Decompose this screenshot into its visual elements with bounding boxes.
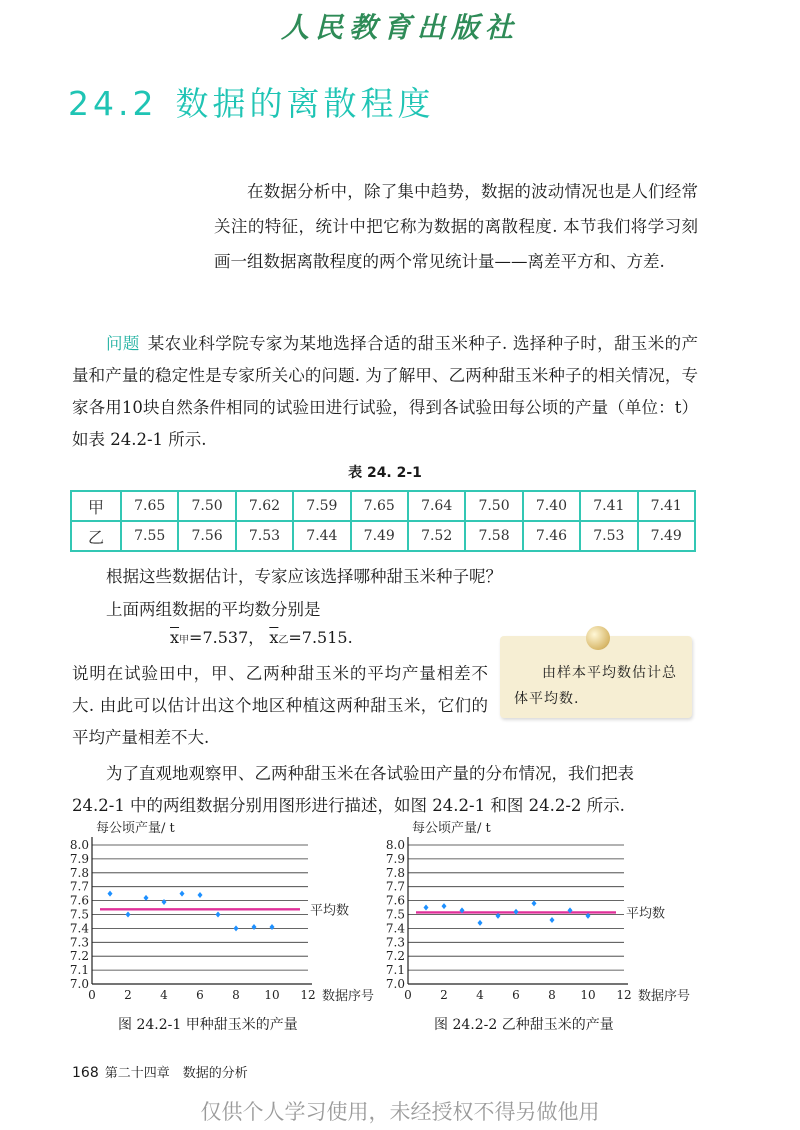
page-footer	[72, 1062, 248, 1081]
y-tick-label: 7.2	[385, 949, 405, 964]
x-tick-label: 4	[160, 988, 168, 1002]
data-point	[550, 917, 555, 923]
mean-jia-value: =7.537，	[189, 628, 265, 647]
x-tick-label: 0	[88, 988, 96, 1002]
conclusion-paragraph: 说明在试验田中，甲、乙两种甜玉米的平均产量相差不大. 由此可以估计出这个地区种植这两种甜玉米，它们的平均产量相差不大.	[72, 664, 488, 747]
chart-jia	[62, 818, 382, 1010]
section-number: 24.2	[68, 84, 158, 123]
y-tick-label: 8.0	[69, 838, 89, 852]
table-cell: 7.40	[523, 491, 580, 521]
sub-jia: 甲	[179, 635, 190, 646]
data-point	[108, 891, 113, 897]
y-tick-label: 7.5	[69, 907, 89, 922]
page-number: 168	[72, 1065, 99, 1081]
table-cell: 7.50	[465, 491, 522, 521]
figures-intro-paragraph	[72, 758, 698, 822]
table-cell: 7.44	[293, 521, 350, 551]
table-cell: 7.65	[351, 491, 408, 521]
x-tick-label: 10	[580, 988, 596, 1002]
table-cell: 7.53	[580, 521, 637, 551]
data-point	[496, 913, 501, 919]
data-point	[126, 912, 131, 918]
mean-formula	[170, 625, 353, 648]
data-point	[424, 905, 429, 911]
x-tick-label: 6	[512, 988, 520, 1002]
table-cell: 7.53	[236, 521, 293, 551]
data-point	[442, 903, 447, 909]
y-tick-label: 7.5	[385, 907, 405, 922]
table-row	[71, 521, 695, 551]
data-point	[252, 924, 257, 930]
mean-yi-value: =7.515.	[288, 628, 353, 647]
table-cell: 7.58	[465, 521, 522, 551]
y-tick-label: 7.1	[385, 963, 405, 978]
table-cell: 7.55	[121, 521, 178, 551]
table-cell: 7.62	[236, 491, 293, 521]
y-tick-label: 7.4	[69, 921, 89, 936]
y-tick-label: 7.4	[385, 921, 405, 936]
figure-caption-yi: 图 24.2-2 乙种甜玉米的产量	[434, 1017, 614, 1033]
chapter-name: 第二十四章 数据的分析	[104, 1066, 248, 1081]
x-tick-label: 12	[300, 988, 316, 1002]
table-cell: 7.64	[408, 491, 465, 521]
mean-label: 平均数	[626, 906, 666, 922]
note-text: 由样本平均数估计总体平均数.	[514, 665, 677, 707]
problem-text: 某农业科学院专家为某地选择合适的甜玉米种子. 选择种子时，甜玉米的产量和产量的稳定性是专家所关心的问题. 为了解甲、乙两种甜玉米种子的相关情况，专家各用10块自然条件相同的试验田进行试验，得到各试验田每公顷的产量（单位：t）如表 24.2-1 所示.	[72, 334, 699, 449]
x-bar-yi: $\overline{x}$	[269, 628, 279, 647]
publisher-logo: 人民教育出版社	[280, 11, 519, 44]
table-cell: 7.46	[523, 521, 580, 551]
mean-label: 平均数	[310, 903, 350, 919]
problem-label: 问题	[106, 334, 140, 353]
y-axis-label: 每公顷产量/ t	[412, 821, 491, 836]
averages-intro: 上面两组数据的平均数分别是	[106, 600, 321, 619]
y-tick-label: 7.1	[69, 963, 89, 978]
x-tick-label: 6	[196, 988, 204, 1002]
table-cell: 7.52	[408, 521, 465, 551]
figures-intro-line-2: 24.2-1 中的两组数据分别用图形进行描述，如图 24.2-1 和图 24.2-2 所示.	[72, 796, 625, 815]
y-tick-label: 7.7	[385, 879, 405, 894]
x-axis-label: 数据序号	[638, 989, 691, 1004]
table-cell: 7.41	[638, 491, 695, 521]
table-cell: 7.56	[178, 521, 235, 551]
watermark: 仅供个人学习使用，未经授权不得另做他用	[200, 1100, 600, 1124]
table-cell: 7.41	[580, 491, 637, 521]
y-tick-label: 7.6	[385, 893, 405, 908]
y-tick-label: 7.8	[385, 865, 405, 880]
table-row-header: 乙	[71, 521, 121, 551]
data-table	[70, 490, 696, 552]
section-name: 数据的离散程度	[175, 84, 435, 123]
y-axis-label: 每公顷产量/ t	[96, 821, 175, 836]
y-tick-label: 7.7	[69, 879, 89, 894]
figures-intro-line-1: 为了直观地观察甲、乙两种甜玉米在各试验田产量的分布情况，我们把表	[106, 764, 634, 783]
sub-yi: 乙	[278, 635, 289, 646]
table-cell: 7.65	[121, 491, 178, 521]
problem-paragraph	[72, 328, 698, 456]
data-point	[532, 900, 537, 906]
table-cell: 7.49	[638, 521, 695, 551]
pin-icon	[586, 626, 610, 650]
data-point	[144, 895, 149, 901]
table-cell: 7.50	[178, 491, 235, 521]
intro-paragraph: 在数据分析中，除了集中趋势，数据的波动情况也是人们经常关注的特征，统计中把它称为数据的离散程度. 本节我们将学习刻画一组数据离散程度的两个常见统计量——离差平方和、方差.	[214, 182, 698, 271]
data-point	[234, 925, 239, 931]
y-tick-label: 7.3	[69, 935, 89, 950]
chart-yi	[378, 818, 698, 1010]
x-tick-label: 4	[476, 988, 484, 1002]
sticky-note	[500, 636, 692, 718]
x-bar-jia: $\overline{x}$	[170, 628, 180, 647]
x-tick-label: 12	[616, 988, 632, 1002]
table-cell: 7.59	[293, 491, 350, 521]
y-tick-label: 7.0	[69, 977, 89, 991]
data-point	[162, 899, 167, 905]
data-point	[198, 892, 203, 898]
x-axis-label: 数据序号	[322, 989, 375, 1004]
x-tick-label: 2	[440, 988, 448, 1002]
figure-caption-jia: 图 24.2-1 甲种甜玉米的产量	[118, 1017, 298, 1033]
table-cell: 7.49	[351, 521, 408, 551]
question-paragraph: 根据这些数据估计，专家应该选择哪种甜玉米种子呢？	[106, 567, 502, 586]
y-tick-label: 7.3	[385, 935, 405, 950]
data-point	[216, 912, 221, 918]
table-row	[71, 491, 695, 521]
data-point	[270, 924, 275, 930]
x-tick-label: 8	[548, 988, 556, 1002]
x-tick-label: 2	[124, 988, 132, 1002]
y-tick-label: 7.0	[385, 977, 405, 991]
data-point	[514, 909, 519, 915]
y-tick-label: 7.2	[69, 949, 89, 964]
table-caption: 表 24. 2-1	[348, 465, 422, 481]
x-tick-label: 0	[404, 988, 412, 1002]
y-tick-label: 7.9	[69, 851, 89, 866]
data-point	[180, 891, 185, 897]
y-tick-label: 7.6	[69, 893, 89, 908]
x-tick-label: 10	[264, 988, 280, 1002]
y-tick-label: 7.8	[69, 865, 89, 880]
section-title	[68, 78, 434, 125]
y-tick-label: 8.0	[385, 838, 405, 852]
data-point	[586, 913, 591, 919]
x-tick-label: 8	[232, 988, 240, 1002]
y-tick-label: 7.9	[385, 851, 405, 866]
data-point	[478, 920, 483, 926]
table-row-header: 甲	[71, 491, 121, 521]
